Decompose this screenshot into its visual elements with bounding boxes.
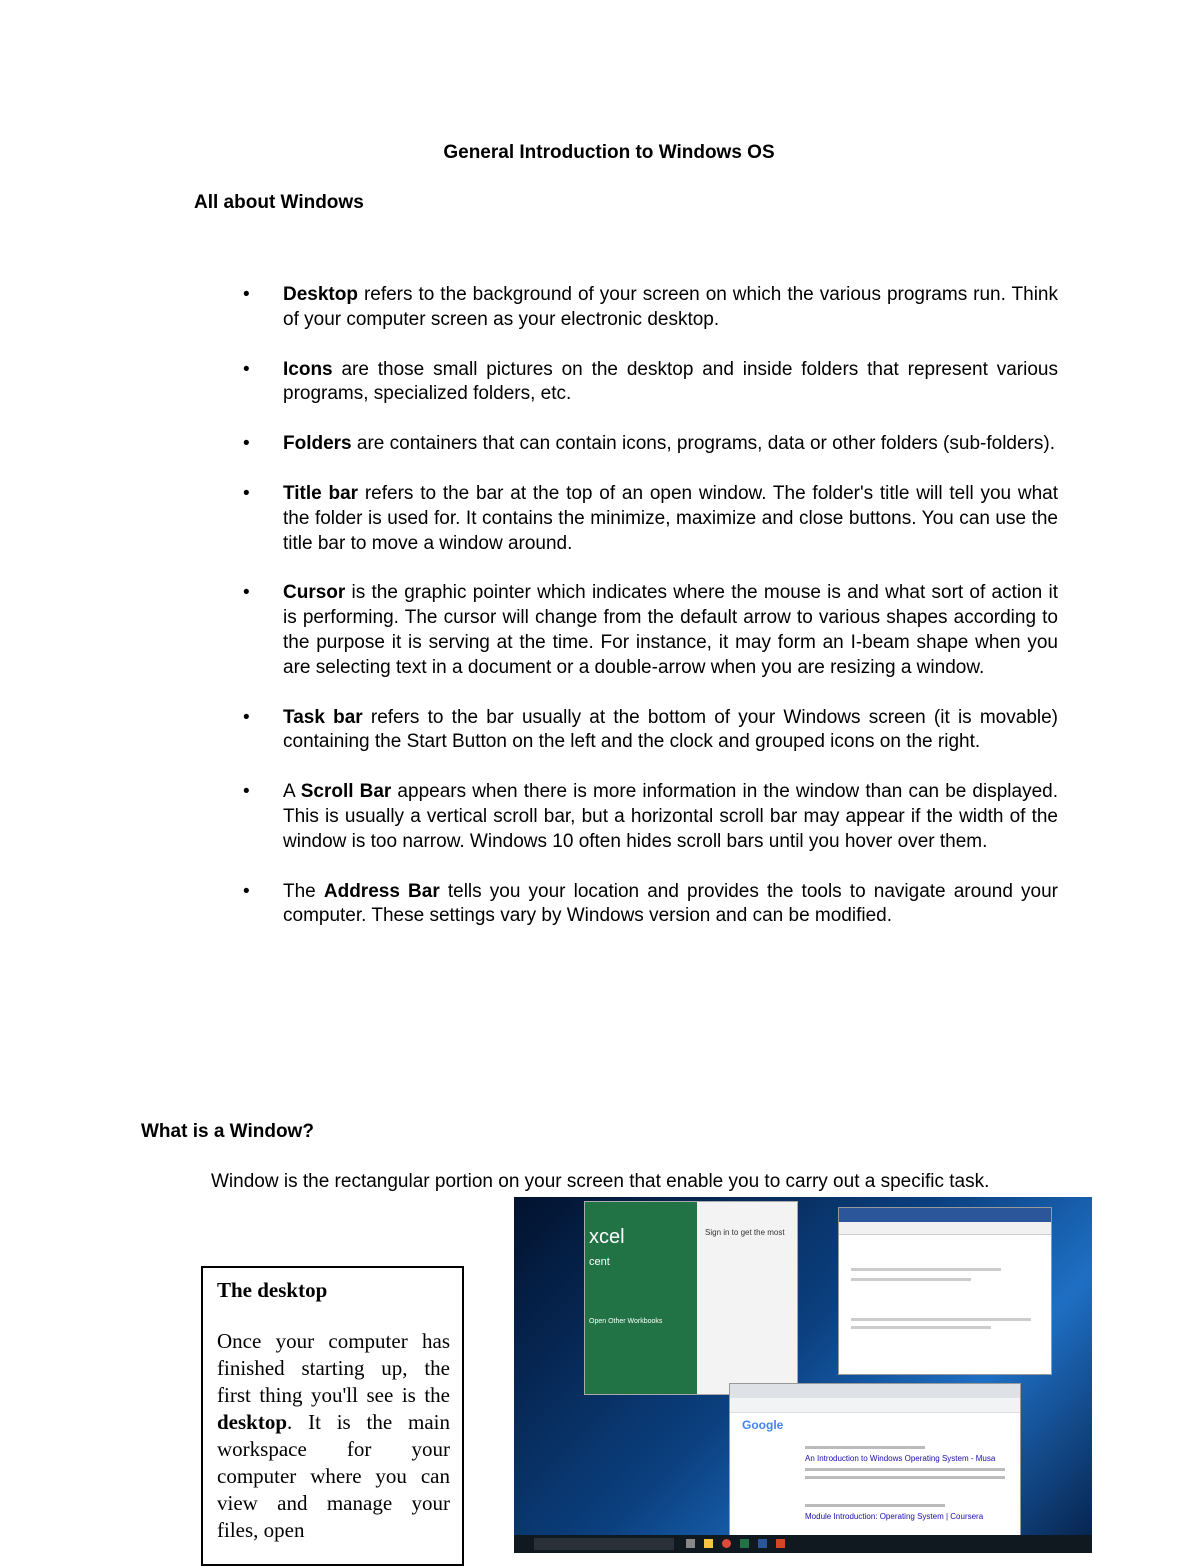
box-paragraph: Once your computer has finished starting up, the first thing you'll see is the desktop. It is the main workspace for your computer where you can view and manage your files, open [217, 1329, 450, 1542]
excel-logo: xcel [589, 1226, 625, 1248]
windows-desktop-screenshot [514, 1197, 1092, 1553]
list-item: • Title bar refers to the bar at the top of an open window. The folder's title will tell you what the folder is used for. It contains the minimize, maximize and close buttons. You can use the title bar to move a window around. [283, 482, 1058, 556]
list-item: • The Address Bar tells you your location and provides the tools to navigate around your computer. These settings vary by Windows version and can be modified. [283, 880, 1058, 930]
window-definition-paragraph: Window is the rectangular portion on your screen that enable you to carry out a specific task. [211, 1171, 990, 1192]
word-window [838, 1207, 1052, 1375]
excel-signin-text: Sign in to get the most [705, 1228, 785, 1237]
search-result-link: An Introduction to Windows Operating System - Musa [805, 1454, 996, 1463]
powerpoint-icon [776, 1539, 785, 1548]
list-item: • Folders are containers that can contain icons, programs, data or other folders (sub-folders). [283, 432, 1058, 457]
google-logo: Google [742, 1418, 784, 1432]
search-result-link: Module Introduction: Operating System | Coursera [805, 1512, 984, 1521]
list-item: • Task bar refers to the bar usually at the bottom of your Windows screen (it is movable) containing the Start Button on the left and the clock and grouped icons on the right. [283, 706, 1058, 756]
list-item: • Desktop refers to the background of your screen on which the various programs run. Think of your computer screen as your electronic desktop. [283, 283, 1058, 333]
section-heading-what-is-a-window: What is a Window? [141, 1121, 314, 1142]
desktop-info-box [201, 1266, 464, 1566]
definitions-list [283, 283, 1058, 954]
taskbar [514, 1535, 1092, 1553]
taskbar-search [534, 1538, 674, 1550]
folder-icon [704, 1539, 713, 1548]
section-heading-all-about-windows: All about Windows [194, 192, 364, 213]
word-icon [758, 1539, 767, 1548]
taskview-icon [686, 1539, 695, 1548]
excel-icon [740, 1539, 749, 1548]
excel-recent: cent [589, 1256, 610, 1268]
document-title: General Introduction to Windows OS [443, 142, 775, 163]
excel-open-other: Open Other Workbooks [589, 1318, 663, 1325]
list-item: • Icons are those small pictures on the desktop and inside folders that represent various programs, specialized folders, etc. [283, 358, 1058, 408]
list-item: • A Scroll Bar appears when there is more information in the window than can be displayed. This is usually a vertical scroll bar, but a horizontal scroll bar may appear if the width of the window is too narrow. Windows 10 often hides scroll bars until you hover over them. [283, 780, 1058, 854]
browser-window [729, 1383, 1021, 1537]
excel-window [584, 1201, 798, 1395]
box-heading: The desktop [217, 1278, 328, 1302]
list-item: • Cursor is the graphic pointer which indicates where the mouse is and what sort of action it is performing. The cursor will change from the default arrow to various shapes according to the purpose it is serving at the time. For instance, it may form an I-beam shape when you are selecting text in a document or a double-arrow when you are resizing a window. [283, 581, 1058, 680]
chrome-icon [722, 1539, 731, 1548]
